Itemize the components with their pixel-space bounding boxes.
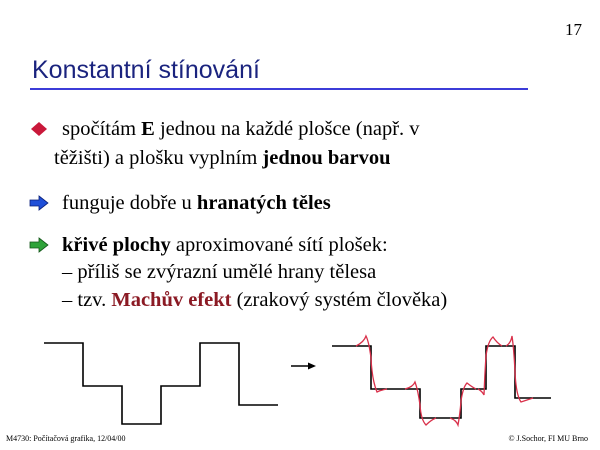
page-number: 17 <box>565 20 582 39</box>
footer-course-info: M4730: Počítačová grafika, 12/04/00 <box>6 434 126 443</box>
footer-copyright: © J.Sochor, FI MU Brno <box>508 434 588 443</box>
step-profile-right <box>332 346 551 418</box>
bullet-1-line-1: spočítám E jednou na každé plošce (např. v <box>62 118 420 140</box>
bullet-3-sub-2: – tzv. Machův efekt (zrakový systém člověka) <box>62 289 448 311</box>
bullet-1-line-2: těžišti) a plošku vyplním jednou barvou <box>54 147 391 169</box>
slide-title: Konstantní stínování <box>32 56 260 84</box>
mach-band-curves <box>356 336 533 425</box>
bullet-3: křivé plochy aproximované sítí plošek: <box>62 234 388 256</box>
bullet-3-sub-1: – příliš se zvýrazní umělé hrany tělesa <box>62 261 377 283</box>
transform-arrow-icon <box>291 363 316 370</box>
step-profile-left <box>44 343 278 424</box>
bullet-2: funguje dobře u hranatých těles <box>62 192 331 214</box>
